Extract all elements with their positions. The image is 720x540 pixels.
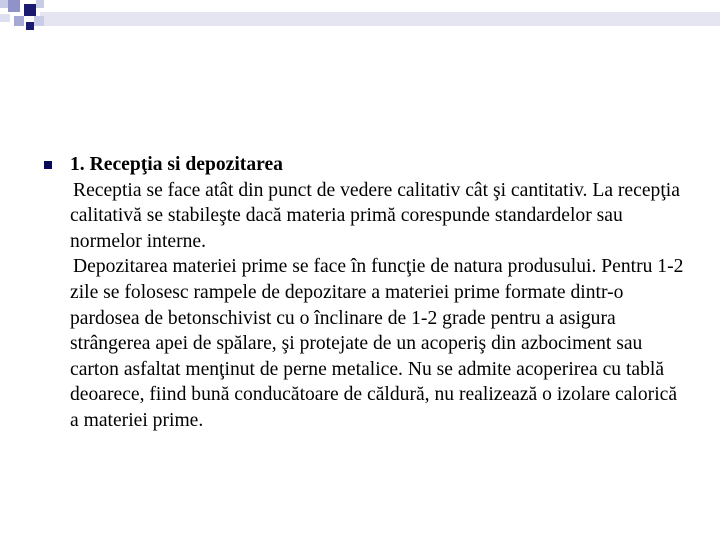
header-square-light-2	[36, 0, 44, 8]
header-square-light	[0, 0, 8, 8]
header-stripe	[40, 12, 720, 26]
header-square-dark-2	[26, 22, 34, 30]
paragraph-storage: Depozitarea materiei prime se face în funcţie de natura produsului. Pentru 1-2 zile se folosesc rampele de depozitare a materiei prime formate dintr-o pardosea de betonschivist cu o înclinare de 1-2 grade pentru a asigura strângerea apei de spălare, şi protejate de un acoperiş din azbociment sau carton asfaltat menţinut de perne metalice. Nu se admite acoperirea cu tablă deoarece, fiind bună conducătoare de căldură, nu realizează o izolare calorică a materiei prime.	[70, 256, 684, 431]
decorative-header-pattern	[0, 0, 720, 60]
header-square-faint	[0, 14, 10, 22]
slide-content	[40, 152, 690, 434]
header-square-mid-2	[14, 16, 24, 26]
header-square-dark	[24, 4, 36, 16]
bullet-square-icon	[44, 161, 52, 169]
header-square-mid	[8, 0, 20, 12]
paragraph-reception: Receptia se face atât din punct de vedere calitativ cât şi cantitativ. La recepţia calitativă se stabileşte dacă materia primă corespunde standardelor sau normelor interne.	[70, 179, 680, 252]
slide-text-block	[70, 152, 690, 434]
header-square-light-3	[34, 16, 44, 26]
section-heading: 1. Recepţia si depozitarea	[70, 154, 283, 175]
